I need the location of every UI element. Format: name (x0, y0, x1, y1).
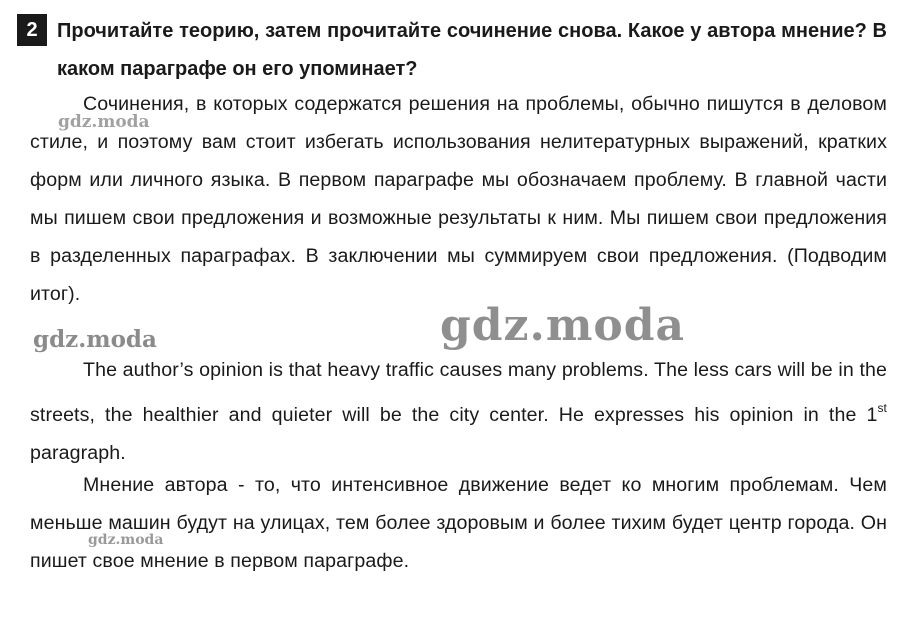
watermark-small-top: gdz.moda (58, 112, 150, 132)
answer-russian-paragraph: Мнение автора - то, что интенсивное движение ведет ко многим проблемам. Чем меньше машин будут на улицах, тем более здоровым и более тихим будет центр города. Он пишет свое мнение в первом параграфе. (30, 474, 887, 572)
answer-english-text: The author’s opinion is that heavy traffic causes many problems. The less cars will be in the streets, the healthier and quieter will be the city center. He expresses his opinion in the 1 (30, 359, 887, 426)
watermark-left-middle: gdz.moda (33, 326, 157, 353)
theory-paragraph: Сочинения, в которых содержатся решения на проблемы, обычно пишутся в деловом стиле, и поэтому вам стоит избегать использования нелитературных выражений, кратких форм или личного языка. В первом параграфе мы обозначаем проблему. В главной части мы пишем свои предложения и возможные результаты к ним. Мы пишем свои предложения в разделенных параграфах. В заключении мы суммируем свои предложения. (Подводим итог). (30, 93, 887, 305)
watermark-small-bottom: gdz.moda (88, 532, 164, 548)
watermark-large-center: gdz.moda (440, 300, 686, 351)
ordinal-suffix: st (877, 401, 887, 415)
task-instruction: Прочитайте теорию, затем прочитайте сочинение снова. Какое у автора мнение? В каком параграфе он его упоминает? (57, 20, 887, 80)
answer-english-ending: paragraph. (30, 442, 126, 464)
task-number-badge: 2 (17, 14, 47, 46)
answer-english-paragraph (30, 351, 887, 472)
